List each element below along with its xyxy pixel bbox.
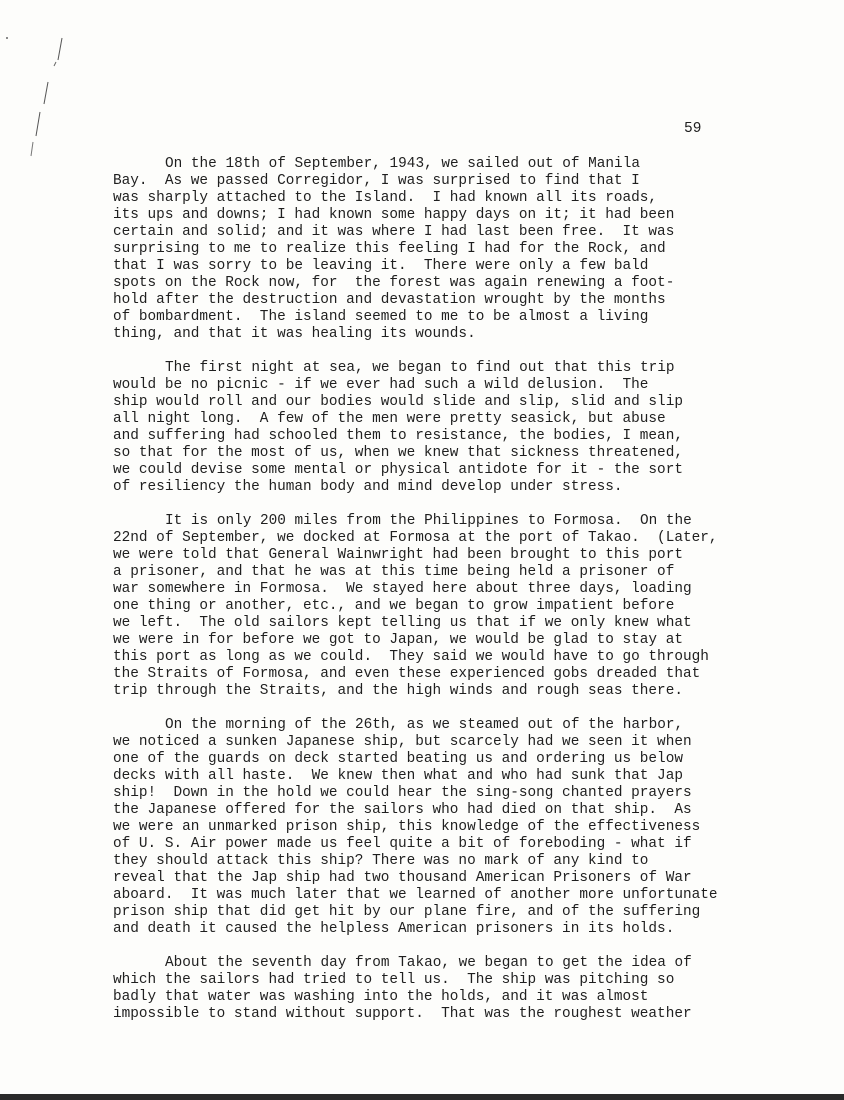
text-line: ship would roll and our bodies would slide and slip, slid and slip: [113, 394, 683, 410]
text-line: of bombardment. The island seemed to me to be almost a living: [113, 309, 649, 325]
text-line: we noticed a sunken Japanese ship, but scarcely had we seen it when: [113, 734, 692, 750]
text-line: a prisoner, and that he was at this time being held a prisoner of: [113, 564, 675, 580]
text-line: the Japanese offered for the sailors who had died on that ship. As: [113, 802, 692, 818]
text-line: the Straits of Formosa, and even these experienced gobs dreaded that: [113, 666, 701, 682]
text-line: and suffering had schooled them to resistance, the bodies, I mean,: [113, 428, 683, 444]
text-line: they should attack this ship? There was no mark of any kind to: [113, 853, 649, 869]
paragraph-2: [113, 360, 821, 496]
text-line: spots on the Rock now, for the forest was again renewing a foot-: [113, 275, 675, 291]
text-line: thing, and that it was healing its wounds.: [113, 326, 476, 342]
text-line: we were an unmarked prison ship, this knowledge of the effectiveness: [113, 819, 701, 835]
text-line: aboard. It was much later that we learned of another more unfortunate: [113, 887, 718, 903]
text-line: certain and solid; and it was where I had last been free. It was: [113, 224, 675, 240]
text-line: all night long. A few of the men were pretty seasick, but abuse: [113, 411, 666, 427]
paragraph-1: [113, 156, 821, 343]
text-line: would be no picnic - if we ever had such a wild delusion. The: [113, 377, 649, 393]
text-line: hold after the destruction and devastation wrought by the months: [113, 292, 666, 308]
text-line: one thing or another, etc., and we began to grow impatient before: [113, 598, 675, 614]
text-line: 22nd of September, we docked at Formosa at the port of Takao. (Later,: [113, 530, 718, 546]
text-line: prison ship that did get hit by our plane fire, and of the suffering: [113, 904, 701, 920]
text-line: About the seventh day from Takao, we began to get the idea of: [165, 955, 692, 971]
text-line: On the morning of the 26th, as we steamed out of the harbor,: [165, 717, 684, 733]
text-line: On the 18th of September, 1943, we sailed out of Manila: [165, 156, 640, 172]
margin-pencil-marks: [0, 0, 80, 200]
text-line: and death it caused the helpless American prisoners in its holds.: [113, 921, 675, 937]
text-line: its ups and downs; I had known some happy days on it; it had been: [113, 207, 675, 223]
text-line: ship! Down in the hold we could hear the sing-song chanted prayers: [113, 785, 692, 801]
body-text: [113, 156, 821, 1040]
text-line: one of the guards on deck started beating us and ordering us below: [113, 751, 683, 767]
paragraph-4: [113, 717, 821, 938]
text-line: which the sailors had tried to tell us. The ship was pitching so: [113, 972, 675, 988]
text-line: badly that water was washing into the holds, and it was almost: [113, 989, 649, 1005]
text-line: this port as long as we could. They said we would have to go through: [113, 649, 709, 665]
text-line: we were in for before we got to Japan, we would be glad to stay at: [113, 632, 683, 648]
text-line: so that for the most of us, when we knew that sickness threatened,: [113, 445, 683, 461]
text-line: Bay. As we passed Corregidor, I was surprised to find that I: [113, 173, 640, 189]
text-line: of U. S. Air power made us feel quite a bit of foreboding - what if: [113, 836, 692, 852]
text-line: It is only 200 miles from the Philippines to Formosa. On the: [165, 513, 692, 529]
page-number: 59: [684, 121, 702, 137]
text-line: that I was sorry to be leaving it. There were only a few bald: [113, 258, 649, 274]
text-line: trip through the Straits, and the high winds and rough seas there.: [113, 683, 683, 699]
text-line: reveal that the Jap ship had two thousand American Prisoners of War: [113, 870, 692, 886]
paragraph-5: [113, 955, 821, 1023]
text-line: of resiliency the human body and mind develop under stress.: [113, 479, 623, 495]
text-line: war somewhere in Formosa. We stayed here about three days, loading: [113, 581, 692, 597]
text-line: we could devise some mental or physical antidote for it - the sort: [113, 462, 683, 478]
paragraph-3: [113, 513, 821, 700]
text-line: decks with all haste. We knew then what and who had sunk that Jap: [113, 768, 683, 784]
text-line: impossible to stand without support. That was the roughest weather: [113, 1006, 692, 1022]
text-line: The first night at sea, we began to find out that this trip: [165, 360, 675, 376]
text-line: we were told that General Wainwright had been brought to this port: [113, 547, 683, 563]
scan-edge-bar: [0, 1094, 844, 1100]
text-line: was sharply attached to the Island. I had known all its roads,: [113, 190, 658, 206]
text-line: we left. The old sailors kept telling us that if we only knew what: [113, 615, 692, 631]
text-line: surprising to me to realize this feeling I had for the Rock, and: [113, 241, 666, 257]
